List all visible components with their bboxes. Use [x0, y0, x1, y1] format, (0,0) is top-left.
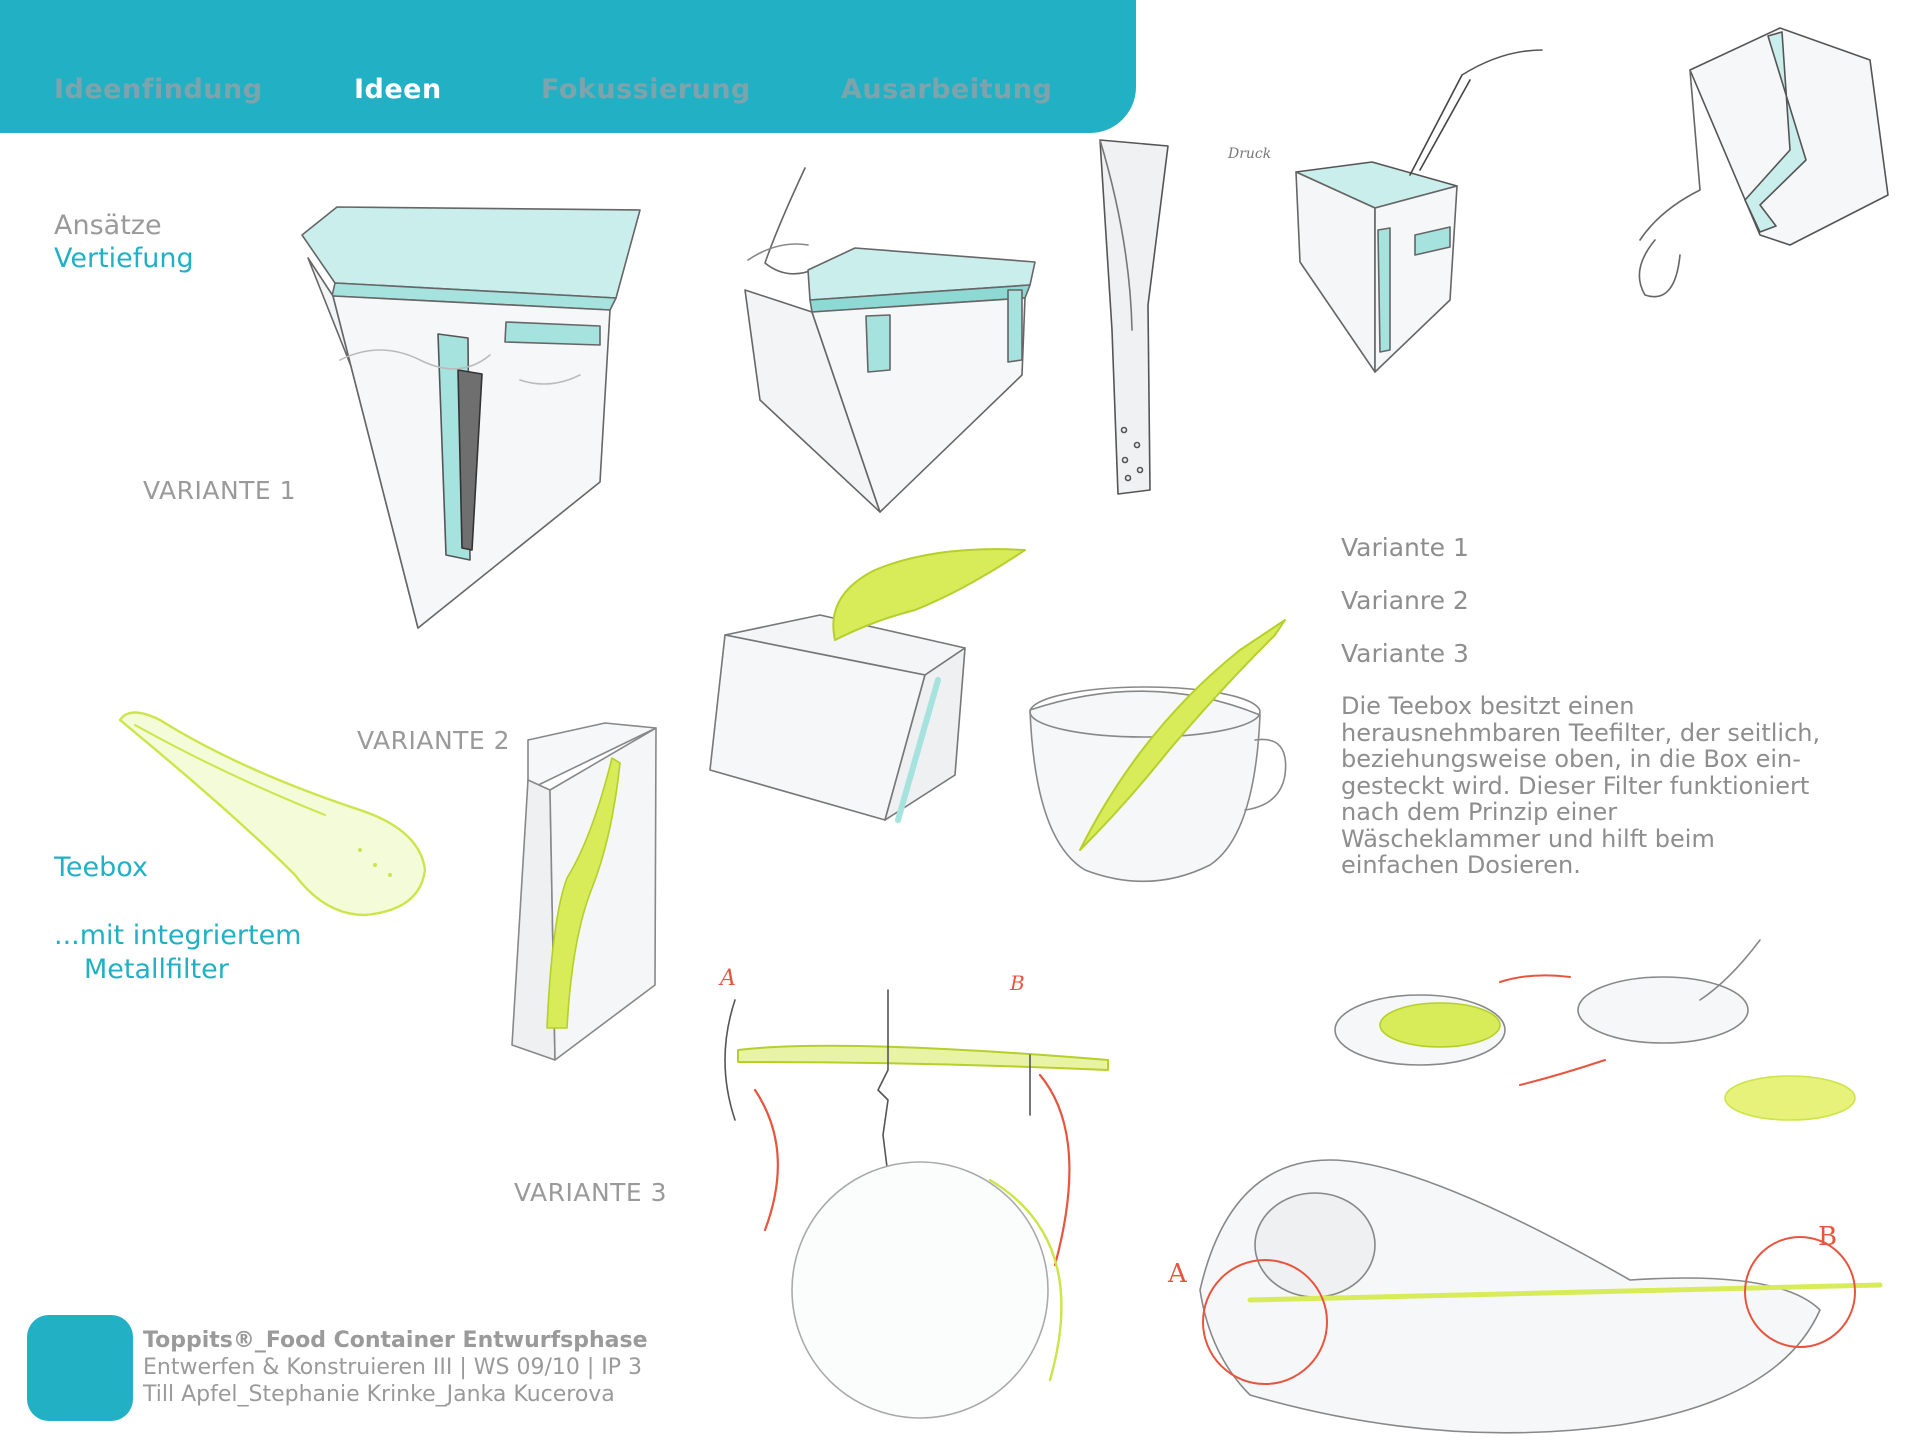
- footer-course: Entwerfen & Konstruieren III | WS 09/10 | IP 3: [143, 1355, 643, 1380]
- sketch-bowls: [1335, 940, 1855, 1120]
- description-paragraph: [1341, 693, 1901, 879]
- note-druck: Druck: [1228, 146, 1272, 162]
- sketch-box-variante-2: [512, 723, 656, 1060]
- sketch-tall-filter: [1100, 140, 1168, 494]
- description-line: einfachen Dosieren.: [1341, 851, 1581, 879]
- note-a-top: A: [720, 966, 736, 991]
- list-variante-2: Varianre 2: [1341, 586, 1469, 615]
- description-line: beziehungsweise oben, in die Box ein-: [1341, 745, 1801, 773]
- label-teebox: Teebox: [54, 852, 148, 883]
- list-variante-1: Variante 1: [1341, 533, 1469, 562]
- heading-ansaetze: Ansätze: [54, 210, 162, 241]
- label-variante-1: VARIANTE 1: [143, 476, 297, 505]
- description-line: nach dem Prinzip einer: [1341, 798, 1618, 826]
- sketch-capsule-filter: [1200, 1160, 1880, 1433]
- list-variante-3: Variante 3: [1341, 639, 1469, 668]
- label-variante-3: VARIANTE 3: [514, 1178, 668, 1207]
- footer-title: Toppits®_Food Container Entwurfsphase: [143, 1328, 648, 1353]
- sketch-cup-with-filter: [1030, 620, 1286, 881]
- sketch-open-box-tongs: [1296, 50, 1542, 372]
- footer-authors: Till Apfel_Stephanie Krinke_Janka Kucerova: [143, 1382, 615, 1407]
- description-line: Die Teebox besitzt einen: [1341, 692, 1635, 720]
- sketch-box-lid-hand: [745, 168, 1035, 512]
- sketch-cross-section: [725, 990, 1108, 1418]
- description-line: Wäscheklammer und hilft beim: [1341, 824, 1715, 853]
- label-metallfilter-line2: Metallfilter: [84, 954, 229, 985]
- description-line: gesteckt wird. Dieser Filter funktioniert: [1341, 771, 1810, 800]
- description-line: herausnehmbaren Teefilter, der seitlich,: [1341, 718, 1821, 747]
- nav-item-fokussierung[interactable]: Fokussierung: [541, 74, 751, 105]
- label-metallfilter-line1: ...mit integriertem: [54, 920, 302, 951]
- note-b-bottom: B: [1818, 1222, 1838, 1252]
- nav-item-ausarbeitung[interactable]: Ausarbeitung: [841, 74, 1053, 105]
- heading-vertiefung: Vertiefung: [54, 243, 194, 274]
- sketch-box-pouring: [1639, 28, 1888, 297]
- nav-item-ideen[interactable]: Ideen: [354, 74, 442, 105]
- sketch-box-top-clip: [710, 549, 1025, 820]
- note-a-bottom: A: [1168, 1259, 1187, 1289]
- note-b-top: B: [1010, 971, 1025, 995]
- label-variante-2: VARIANTE 2: [357, 726, 511, 755]
- sketch-box-variante-1: [302, 207, 640, 628]
- footer-logo-square: [27, 1315, 133, 1421]
- nav-item-ideenfindung[interactable]: Ideenfindung: [54, 74, 263, 105]
